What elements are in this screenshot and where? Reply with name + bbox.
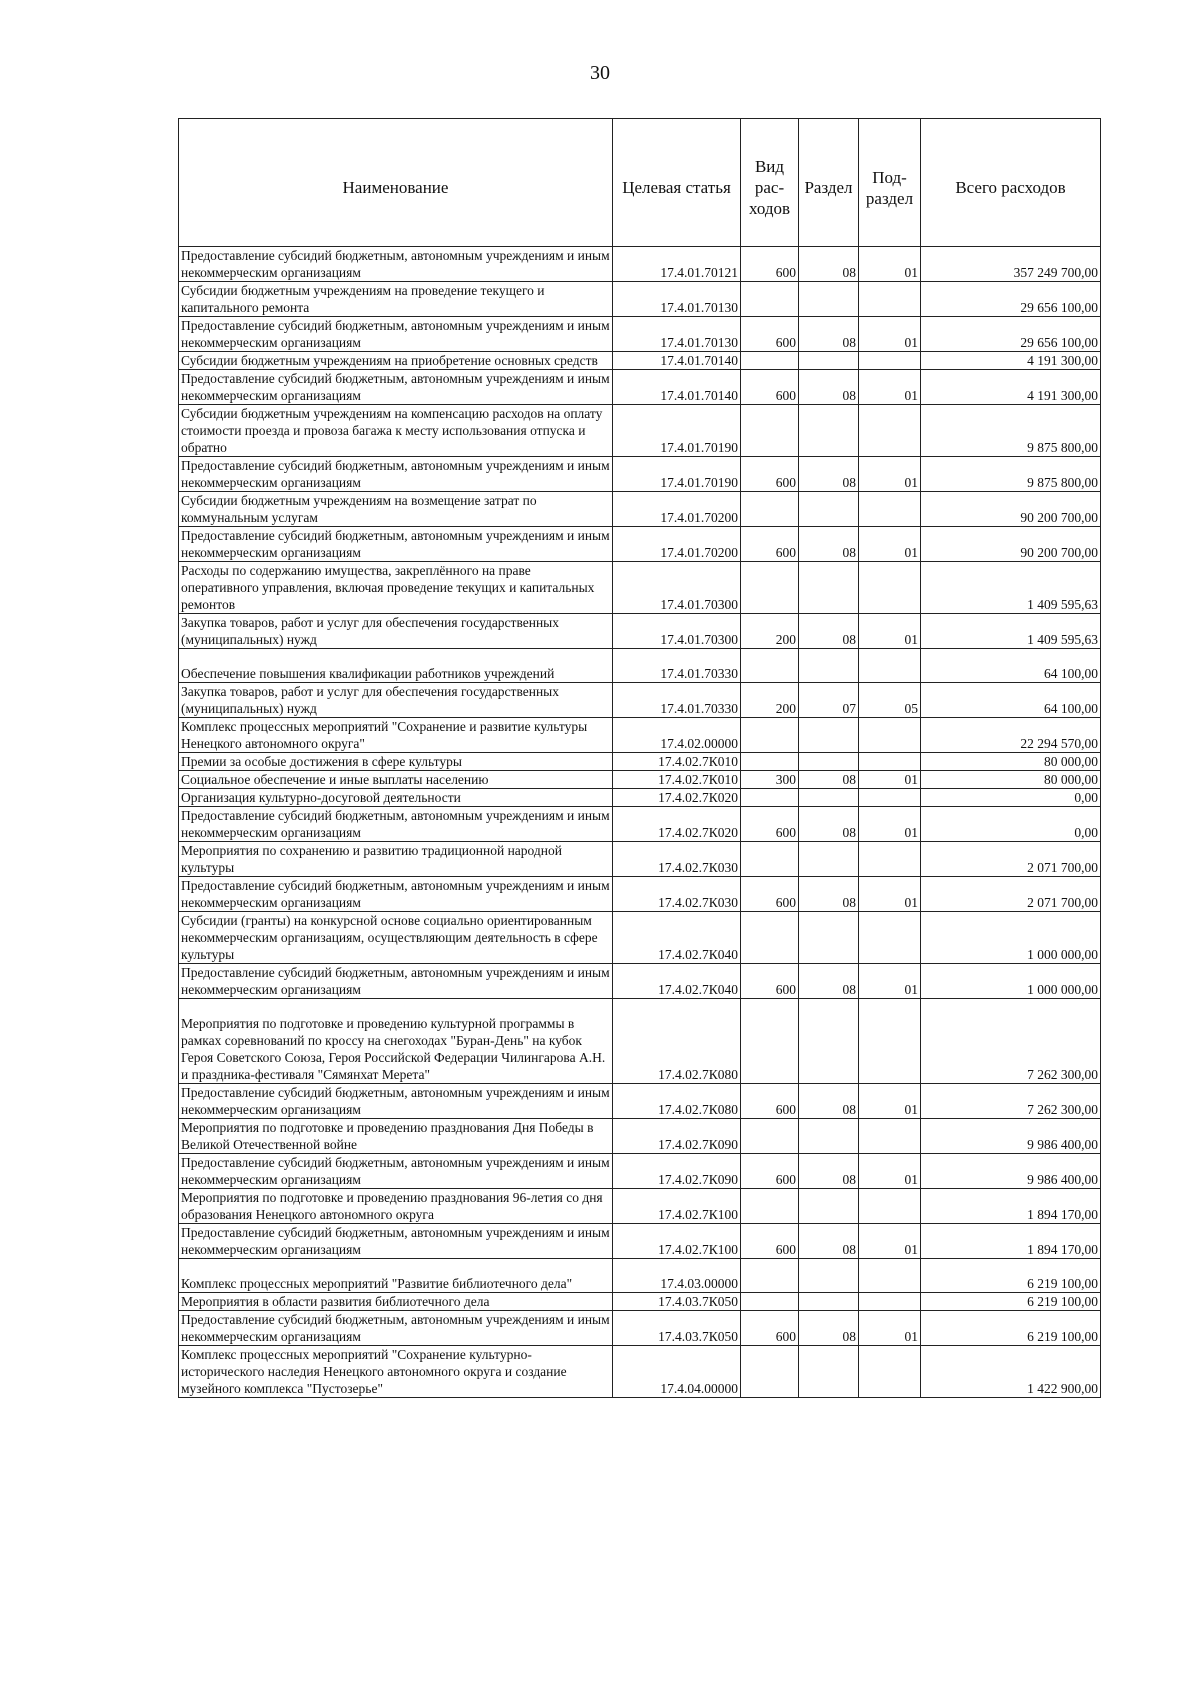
cell-name: Обеспечение повышения квалификации работников учреждений (179, 649, 613, 683)
cell-subsection: 01 (859, 1154, 921, 1189)
cell-name: Предоставление субсидий бюджетным, автономным учреждениям и иным некоммерческим организациям (179, 317, 613, 352)
cell-total: 80 000,00 (921, 753, 1101, 771)
cell-total: 1 422 900,00 (921, 1346, 1101, 1398)
cell-section: 08 (799, 807, 859, 842)
cell-section (799, 1293, 859, 1311)
cell-name: Мероприятия по сохранению и развитию традиционной народной культуры (179, 842, 613, 877)
header-expense-type: Вид рас- ходов (741, 119, 799, 247)
cell-total: 357 249 700,00 (921, 247, 1101, 282)
cell-name: Субсидии бюджетным учреждениям на проведение текущего и капитального ремонта (179, 282, 613, 317)
cell-section: 08 (799, 614, 859, 649)
cell-name: Мероприятия по подготовке и проведению празднования Дня Победы в Великой Отечественной войне (179, 1119, 613, 1154)
table-row (179, 614, 1101, 649)
cell-name: Предоставление субсидий бюджетным, автономным учреждениям и иным некоммерческим организациям (179, 964, 613, 999)
cell-subsection (859, 1189, 921, 1224)
cell-name: Предоставление субсидий бюджетным, автономным учреждениям и иным некоммерческим организациям (179, 1154, 613, 1189)
cell-name: Предоставление субсидий бюджетным, автономным учреждениям и иным некоммерческим организациям (179, 877, 613, 912)
cell-subsection: 01 (859, 807, 921, 842)
cell-section: 08 (799, 370, 859, 405)
cell-name: Комплекс процессных мероприятий "Развитие библиотечного дела" (179, 1259, 613, 1293)
cell-total: 2 071 700,00 (921, 842, 1101, 877)
table-row (179, 1259, 1101, 1293)
table-row (179, 877, 1101, 912)
cell-expense-type: 600 (741, 964, 799, 999)
cell-target-article: 17.4.03.7К050 (613, 1293, 741, 1311)
table-row (179, 405, 1101, 457)
cell-subsection: 01 (859, 771, 921, 789)
cell-subsection: 01 (859, 614, 921, 649)
cell-name: Организация культурно-досуговой деятельности (179, 789, 613, 807)
cell-target-article: 17.4.01.70300 (613, 614, 741, 649)
cell-target-article: 17.4.02.7К100 (613, 1189, 741, 1224)
table-row (179, 562, 1101, 614)
cell-subsection (859, 282, 921, 317)
cell-total: 9 986 400,00 (921, 1154, 1101, 1189)
header-subsection: Под- раздел (859, 119, 921, 247)
cell-total: 9 986 400,00 (921, 1119, 1101, 1154)
cell-subsection (859, 718, 921, 753)
cell-total: 1 000 000,00 (921, 964, 1101, 999)
cell-expense-type (741, 649, 799, 683)
cell-target-article: 17.4.02.7К010 (613, 771, 741, 789)
cell-target-article: 17.4.01.70200 (613, 527, 741, 562)
cell-expense-type (741, 405, 799, 457)
cell-name: Социальное обеспечение и иные выплаты населению (179, 771, 613, 789)
cell-expense-type: 200 (741, 683, 799, 718)
cell-expense-type: 600 (741, 370, 799, 405)
cell-total: 0,00 (921, 789, 1101, 807)
cell-subsection: 01 (859, 317, 921, 352)
table-row (179, 964, 1101, 999)
cell-target-article: 17.4.02.7К090 (613, 1154, 741, 1189)
cell-section (799, 842, 859, 877)
cell-target-article: 17.4.02.7К030 (613, 877, 741, 912)
cell-expense-type: 200 (741, 614, 799, 649)
cell-section (799, 1189, 859, 1224)
cell-target-article: 17.4.02.7К080 (613, 1084, 741, 1119)
cell-total: 22 294 570,00 (921, 718, 1101, 753)
cell-expense-type (741, 1293, 799, 1311)
cell-section: 08 (799, 1084, 859, 1119)
cell-section: 07 (799, 683, 859, 718)
cell-subsection: 05 (859, 683, 921, 718)
cell-target-article: 17.4.01.70121 (613, 247, 741, 282)
cell-expense-type (741, 282, 799, 317)
cell-target-article: 17.4.01.70330 (613, 683, 741, 718)
cell-section: 08 (799, 877, 859, 912)
cell-name: Закупка товаров, работ и услуг для обеспечения государственных (муниципальных) нужд (179, 614, 613, 649)
cell-section: 08 (799, 964, 859, 999)
cell-section: 08 (799, 771, 859, 789)
cell-expense-type: 600 (741, 807, 799, 842)
cell-expense-type: 600 (741, 1154, 799, 1189)
cell-total: 1 894 170,00 (921, 1224, 1101, 1259)
cell-total: 2 071 700,00 (921, 877, 1101, 912)
cell-name: Предоставление субсидий бюджетным, автономным учреждениям и иным некоммерческим организациям (179, 807, 613, 842)
table-header-row (179, 119, 1101, 247)
cell-expense-type: 600 (741, 317, 799, 352)
table-row (179, 807, 1101, 842)
cell-target-article: 17.4.02.7К020 (613, 789, 741, 807)
header-total-expenses: Всего расходов (921, 119, 1101, 247)
cell-section: 08 (799, 1224, 859, 1259)
cell-section (799, 1259, 859, 1293)
table-row (179, 282, 1101, 317)
table-row (179, 1189, 1101, 1224)
cell-name: Предоставление субсидий бюджетным, автономным учреждениям и иным некоммерческим организациям (179, 1311, 613, 1346)
cell-subsection: 01 (859, 1311, 921, 1346)
cell-subsection (859, 999, 921, 1084)
cell-total: 1 409 595,63 (921, 614, 1101, 649)
cell-subsection (859, 1259, 921, 1293)
table-row (179, 912, 1101, 964)
cell-section (799, 1346, 859, 1398)
cell-subsection (859, 649, 921, 683)
cell-subsection: 01 (859, 370, 921, 405)
cell-section (799, 912, 859, 964)
cell-total: 6 219 100,00 (921, 1259, 1101, 1293)
cell-name: Премии за особые достижения в сфере культуры (179, 753, 613, 771)
cell-expense-type (741, 789, 799, 807)
cell-name: Мероприятия по подготовке и проведению культурной программы в рамках соревнований по кроссу на снегоходах "Буран-День" на кубок Героя Советского Союза, Героя Российской Федерации Чилингарова А.Н. и праздника-фестиваля "Сямянхат Мерета" (179, 999, 613, 1084)
table-row (179, 317, 1101, 352)
cell-total: 0,00 (921, 807, 1101, 842)
cell-subsection (859, 912, 921, 964)
cell-section: 08 (799, 247, 859, 282)
cell-expense-type (741, 1119, 799, 1154)
cell-total: 4 191 300,00 (921, 370, 1101, 405)
cell-subsection (859, 1119, 921, 1154)
cell-section (799, 405, 859, 457)
table-row (179, 842, 1101, 877)
cell-expense-type: 600 (741, 877, 799, 912)
cell-expense-type: 600 (741, 1311, 799, 1346)
cell-section: 08 (799, 457, 859, 492)
cell-expense-type: 600 (741, 1084, 799, 1119)
cell-total: 1 000 000,00 (921, 912, 1101, 964)
cell-total: 64 100,00 (921, 683, 1101, 718)
table-row (179, 753, 1101, 771)
cell-expense-type: 300 (741, 771, 799, 789)
cell-section (799, 282, 859, 317)
table-body (179, 247, 1101, 1398)
cell-target-article: 17.4.01.70200 (613, 492, 741, 527)
cell-total: 4 191 300,00 (921, 352, 1101, 370)
cell-name: Предоставление субсидий бюджетным, автономным учреждениям и иным некоммерческим организациям (179, 370, 613, 405)
cell-section (799, 562, 859, 614)
cell-expense-type (741, 1189, 799, 1224)
table-row (179, 683, 1101, 718)
cell-name: Предоставление субсидий бюджетным, автономным учреждениям и иным некоммерческим организациям (179, 527, 613, 562)
cell-name: Субсидии бюджетным учреждениям на возмещение затрат по коммунальным услугам (179, 492, 613, 527)
table-row (179, 247, 1101, 282)
cell-name: Комплекс процессных мероприятий "Сохранение и развитие культуры Ненецкого автономного округа" (179, 718, 613, 753)
cell-expense-type (741, 492, 799, 527)
header-name: Наименование (179, 119, 613, 247)
cell-expense-type (741, 718, 799, 753)
cell-section (799, 753, 859, 771)
cell-target-article: 17.4.02.7К080 (613, 999, 741, 1084)
table-row (179, 370, 1101, 405)
cell-subsection: 01 (859, 877, 921, 912)
cell-section: 08 (799, 1311, 859, 1346)
cell-target-article: 17.4.02.7К090 (613, 1119, 741, 1154)
cell-section (799, 649, 859, 683)
cell-target-article: 17.4.02.7К040 (613, 912, 741, 964)
cell-expense-type: 600 (741, 527, 799, 562)
cell-name: Мероприятия по подготовке и проведению празднования 96-летия со дня образования Ненецкого автономного округа (179, 1189, 613, 1224)
table-row (179, 352, 1101, 370)
cell-target-article: 17.4.04.00000 (613, 1346, 741, 1398)
table-row (179, 1311, 1101, 1346)
cell-subsection: 01 (859, 964, 921, 999)
table-row (179, 1293, 1101, 1311)
cell-target-article: 17.4.01.70140 (613, 370, 741, 405)
cell-target-article: 17.4.01.70300 (613, 562, 741, 614)
cell-expense-type (741, 753, 799, 771)
cell-total: 80 000,00 (921, 771, 1101, 789)
table-row (179, 492, 1101, 527)
cell-section (799, 718, 859, 753)
table-row (179, 1119, 1101, 1154)
cell-total: 7 262 300,00 (921, 999, 1101, 1084)
cell-total: 64 100,00 (921, 649, 1101, 683)
cell-total: 90 200 700,00 (921, 527, 1101, 562)
cell-expense-type: 600 (741, 1224, 799, 1259)
cell-section (799, 352, 859, 370)
cell-total: 9 875 800,00 (921, 405, 1101, 457)
header-target-article: Целевая статья (613, 119, 741, 247)
cell-expense-type (741, 352, 799, 370)
cell-name: Закупка товаров, работ и услуг для обеспечения государственных (муниципальных) нужд (179, 683, 613, 718)
cell-subsection (859, 1346, 921, 1398)
cell-section (799, 789, 859, 807)
budget-table (178, 118, 1101, 1398)
cell-total: 29 656 100,00 (921, 317, 1101, 352)
cell-name: Предоставление субсидий бюджетным, автономным учреждениям и иным некоммерческим организациям (179, 247, 613, 282)
cell-section: 08 (799, 527, 859, 562)
cell-target-article: 17.4.02.7К010 (613, 753, 741, 771)
cell-total: 1 409 595,63 (921, 562, 1101, 614)
cell-name: Субсидии (гранты) на конкурсной основе социально ориентированным некоммерческим организациям, осуществляющим деятельность в сфере культуры (179, 912, 613, 964)
cell-total: 7 262 300,00 (921, 1084, 1101, 1119)
cell-target-article: 17.4.02.7К100 (613, 1224, 741, 1259)
cell-section (799, 999, 859, 1084)
cell-target-article: 17.4.01.70190 (613, 405, 741, 457)
cell-expense-type (741, 912, 799, 964)
cell-name: Субсидии бюджетным учреждениям на компенсацию расходов на оплату стоимости проезда и провоза багажа к месту использования отпуска и обратно (179, 405, 613, 457)
cell-name: Комплекс процессных мероприятий "Сохранение культурно-исторического наследия Ненецкого автономного округа и создание музейного комплекса "Пустозерье" (179, 1346, 613, 1398)
cell-subsection: 01 (859, 457, 921, 492)
table-row (179, 1084, 1101, 1119)
cell-target-article: 17.4.01.70330 (613, 649, 741, 683)
cell-target-article: 17.4.03.7К050 (613, 1311, 741, 1346)
cell-expense-type (741, 562, 799, 614)
cell-subsection: 01 (859, 1084, 921, 1119)
cell-section: 08 (799, 1154, 859, 1189)
cell-target-article: 17.4.01.70130 (613, 317, 741, 352)
cell-target-article: 17.4.02.7К040 (613, 964, 741, 999)
table-row (179, 527, 1101, 562)
cell-subsection: 01 (859, 527, 921, 562)
cell-total: 6 219 100,00 (921, 1293, 1101, 1311)
table-row (179, 1346, 1101, 1398)
cell-target-article: 17.4.02.7К030 (613, 842, 741, 877)
cell-section (799, 492, 859, 527)
cell-total: 9 875 800,00 (921, 457, 1101, 492)
page-number: 30 (590, 62, 610, 84)
cell-target-article: 17.4.02.00000 (613, 718, 741, 753)
cell-subsection: 01 (859, 247, 921, 282)
cell-expense-type (741, 842, 799, 877)
cell-name: Субсидии бюджетным учреждениям на приобретение основных средств (179, 352, 613, 370)
cell-section (799, 1119, 859, 1154)
cell-name: Предоставление субсидий бюджетным, автономным учреждениям и иным некоммерческим организациям (179, 1084, 613, 1119)
cell-total: 6 219 100,00 (921, 1311, 1101, 1346)
cell-target-article: 17.4.03.00000 (613, 1259, 741, 1293)
table-row (179, 1224, 1101, 1259)
cell-name: Мероприятия в области развития библиотечного дела (179, 1293, 613, 1311)
table-row (179, 718, 1101, 753)
cell-name: Предоставление субсидий бюджетным, автономным учреждениям и иным некоммерческим организациям (179, 457, 613, 492)
cell-subsection (859, 352, 921, 370)
cell-total: 29 656 100,00 (921, 282, 1101, 317)
cell-expense-type (741, 999, 799, 1084)
cell-subsection (859, 492, 921, 527)
cell-subsection: 01 (859, 1224, 921, 1259)
table-row (179, 649, 1101, 683)
cell-target-article: 17.4.02.7К020 (613, 807, 741, 842)
table-row (179, 457, 1101, 492)
cell-target-article: 17.4.01.70190 (613, 457, 741, 492)
table-row (179, 789, 1101, 807)
cell-name: Предоставление субсидий бюджетным, автономным учреждениям и иным некоммерческим организациям (179, 1224, 613, 1259)
cell-total: 1 894 170,00 (921, 1189, 1101, 1224)
cell-target-article: 17.4.01.70130 (613, 282, 741, 317)
cell-expense-type: 600 (741, 247, 799, 282)
cell-total: 90 200 700,00 (921, 492, 1101, 527)
table-row (179, 1154, 1101, 1189)
table-row (179, 771, 1101, 789)
cell-subsection (859, 842, 921, 877)
cell-subsection (859, 1293, 921, 1311)
cell-section: 08 (799, 317, 859, 352)
cell-expense-type (741, 1346, 799, 1398)
cell-expense-type (741, 1259, 799, 1293)
cell-name: Расходы по содержанию имущества, закреплённого на праве оперативного управления, включая проведение текущих и капитальных ремонтов (179, 562, 613, 614)
header-section: Раздел (799, 119, 859, 247)
cell-subsection (859, 405, 921, 457)
cell-subsection (859, 562, 921, 614)
cell-subsection (859, 753, 921, 771)
cell-subsection (859, 789, 921, 807)
cell-target-article: 17.4.01.70140 (613, 352, 741, 370)
cell-expense-type: 600 (741, 457, 799, 492)
table-row (179, 999, 1101, 1084)
